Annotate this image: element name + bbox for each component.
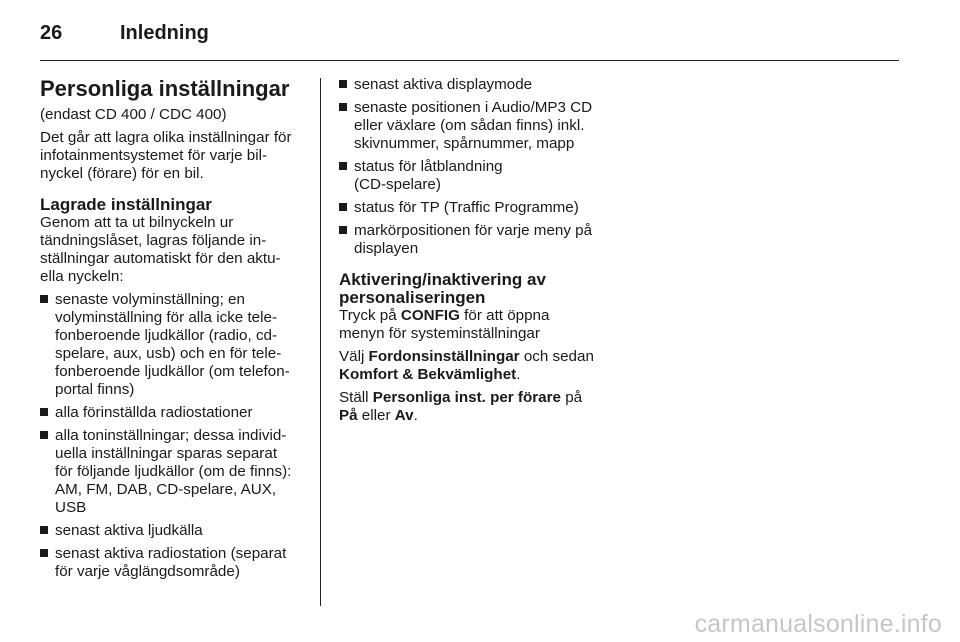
left-column: [40, 76, 314, 586]
list-item: senast aktiva displaymode: [339, 76, 609, 94]
right-column: [339, 76, 609, 430]
intro-paragraph: Det går att lagra olika inställningar för infotainmentsystemet för varje bil- nyckel (förare) för en bil.: [40, 129, 292, 182]
select-paragraph: Välj Fordonsinställningar och sedan Komfort & Bekvämlighet.: [339, 348, 594, 383]
option-off-label: Av: [394, 407, 414, 424]
column-separator: [320, 78, 321, 606]
list-item: status för TP (Traffic Programme): [339, 199, 609, 217]
bullet-square-icon: [339, 162, 347, 170]
subsection-title: Lagrade inställningar: [40, 195, 212, 214]
list-item: senast aktiva ljudkälla: [40, 522, 314, 540]
stored-settings-list-continued: [339, 76, 609, 258]
bullet-square-icon: [339, 80, 347, 88]
bullet-square-icon: [40, 408, 48, 416]
menu-item-label: Komfort & Bekvämlighet: [339, 366, 517, 383]
body-paragraph: Genom att ta ut bilnyckeln ur tändningslåset, lagras följande in- ställningar automatiskt för den aktu- ella nyckeln:: [40, 214, 281, 285]
config-key-label: CONFIG: [400, 307, 460, 324]
list-item: alla förinställda radiostationer: [40, 404, 314, 422]
bullet-square-icon: [339, 103, 347, 111]
option-on-label: På: [339, 407, 358, 424]
page-number: 26: [40, 22, 63, 44]
bullet-square-icon: [40, 549, 48, 557]
list-item: senaste volyminställning; en volyminställning för alla icke tele- fonberoende ljudkällor (radio, cd- spelare, aux, usb) och en för tele- fonberoende ljudkällor (om telefon- portal finns): [40, 291, 314, 399]
subsection-title: Aktivering/inaktivering av personaliseringen: [339, 270, 546, 307]
list-item: senast aktiva radiostation (separat för varje våglängdsområde): [40, 545, 314, 581]
list-item: alla toninställningar; dessa individ- uella inställningar sparas separat för följande ljudkällor (om de finns): AM, FM, DAB, CD-spelare, AUX, USB: [40, 427, 314, 517]
bullet-square-icon: [339, 203, 347, 211]
config-paragraph: Tryck på CONFIG för att öppna menyn för systeminställningar: [339, 307, 550, 342]
stored-settings-list: [40, 291, 314, 581]
watermark: carmanualsonline.info: [694, 610, 942, 638]
model-note: (endast CD 400 / CDC 400): [40, 106, 227, 123]
header-rule: [40, 60, 899, 61]
bullet-square-icon: [40, 295, 48, 303]
list-item: senaste positionen i Audio/MP3 CD eller växlare (om sådan finns) inkl. skivnummer, spårnummer, mapp: [339, 99, 609, 153]
list-item: markörpositionen för varje meny på displayen: [339, 222, 609, 258]
list-item: status för låtblandning (CD-spelare): [339, 158, 609, 194]
section-title: Personliga inställningar: [40, 76, 290, 101]
bullet-square-icon: [339, 226, 347, 234]
bullet-square-icon: [40, 431, 48, 439]
bullet-square-icon: [40, 526, 48, 534]
set-paragraph: Ställ Personliga inst. per förare på På eller Av.: [339, 389, 583, 424]
menu-item-label: Personliga inst. per förare: [372, 389, 561, 406]
chapter-title: Inledning: [120, 22, 209, 44]
menu-item-label: Fordonsinställningar: [368, 348, 520, 365]
